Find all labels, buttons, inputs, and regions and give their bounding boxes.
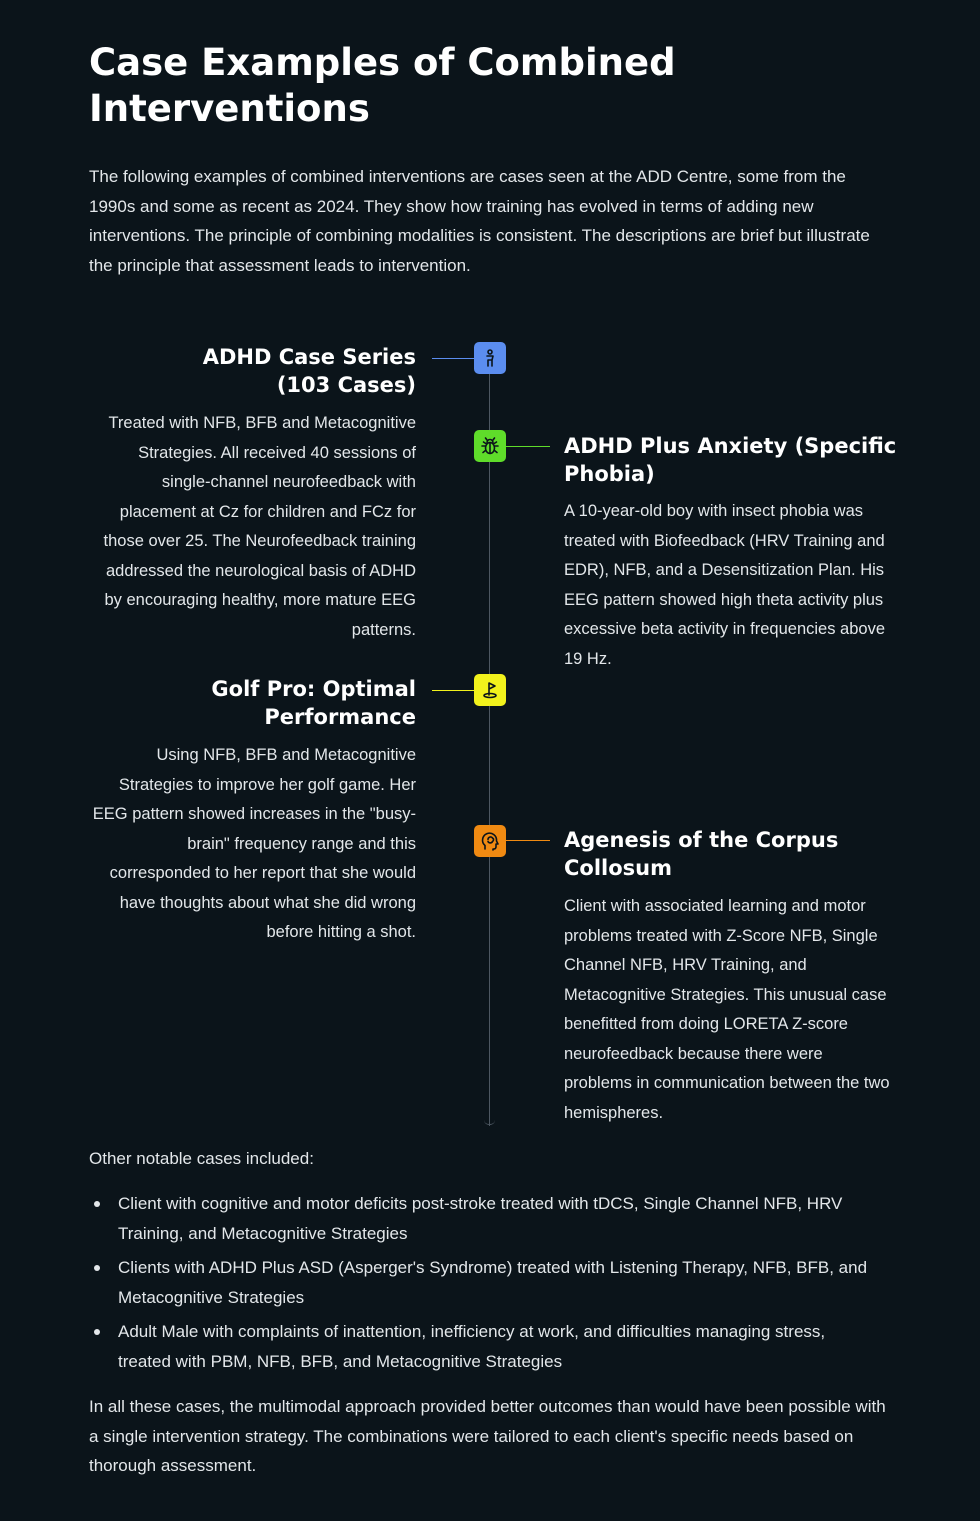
list-item-text: Adult Male with complaints of inattention, inefficiency at work, and difficulties managing stress, treated with PBM, NFB, BFB, and Metacognitive Strategies xyxy=(118,1322,826,1371)
list-item xyxy=(89,1189,879,1248)
case-title-corpus-collosum: Agenesis of the Corpus Collosum xyxy=(564,828,839,880)
bullet-icon xyxy=(94,1265,100,1271)
list-item xyxy=(89,1253,879,1312)
other-cases-list xyxy=(89,1189,879,1381)
case-body-adhd-anxiety: A 10-year-old boy with insect phobia was treated with Biofeedback (HRV Training and EDR), NFB, and a Desensitization Plan. His EEG pattern showed high theta activity plus excessive beta activity in frequencies above 19 Hz. xyxy=(564,502,886,668)
timeline-marker xyxy=(474,430,506,462)
timeline-connector xyxy=(432,358,474,359)
timeline-connector xyxy=(506,840,550,841)
timeline-line xyxy=(489,360,490,1126)
list-item xyxy=(89,1317,879,1376)
case-body-corpus-collosum: Client with associated learning and motor problems treated with Z-Score NFB, Single Channel NFB, HRV Training, and Metacognitive Strategies. This unusual case benefitted from doing LORETA Z-score neurofeedback because there were problems in communication between the two hemispheres. xyxy=(564,897,890,1122)
timeline-marker xyxy=(474,674,506,706)
closing-paragraph: In all these cases, the multimodal approach provided better outcomes than would have been possible with a single intervention strategy. The combinations were tailored to each client's specific needs based on thorough assessment. xyxy=(89,1397,886,1475)
timeline-end-cap xyxy=(484,1120,495,1125)
child-icon xyxy=(480,348,500,368)
other-cases-heading: Other notable cases included: xyxy=(89,1149,314,1168)
timeline-marker xyxy=(474,825,506,857)
golf-flag-icon xyxy=(480,680,500,700)
bullet-icon xyxy=(94,1329,100,1335)
case-title-adhd-anxiety: ADHD Plus Anxiety (Specific Phobia) xyxy=(564,434,897,486)
case-body-golf-pro: Using NFB, BFB and Metacognitive Strategies to improve her golf game. Her EEG pattern showed increases in the "busy-brain" frequency range and this corresponded to her report that she would have thoughts about what she did wrong before hitting a shot. xyxy=(92,746,416,941)
timeline-connector xyxy=(506,446,550,447)
list-item-text: Client with cognitive and motor deficits post-stroke treated with tDCS, Single Channel NFB, HRV Training, and Metacognitive Strategies xyxy=(118,1194,843,1243)
timeline-connector xyxy=(432,690,474,691)
intro-paragraph: The following examples of combined interventions are cases seen at the ADD Centre, some from the 1990s and some as recent as 2024. They show how training has evolved in terms of adding new interventions. The principle of combining modalities is consistent. The descriptions are brief but illustrate the principle that assessment leads to intervention. xyxy=(89,167,870,275)
case-body-adhd-series: Treated with NFB, BFB and Metacognitive Strategies. All received 40 sessions of single-channel neurofeedback with placement at Cz for children and FCz for those over 25. The Neurofeedback training addressed the neurological basis of ADHD by encouraging healthy, more mature EEG patterns. xyxy=(103,414,416,639)
timeline-marker xyxy=(474,342,506,374)
bullet-icon xyxy=(94,1201,100,1207)
case-title-adhd-series: ADHD Case Series (103 Cases) xyxy=(202,345,416,397)
bug-icon xyxy=(479,435,501,457)
list-item-text: Clients with ADHD Plus ASD (Asperger's Syndrome) treated with Listening Therapy, NFB, BFB, and Metacognitive Strategies xyxy=(118,1258,868,1307)
brain-head-icon xyxy=(479,830,501,852)
case-title-golf-pro: Golf Pro: Optimal Performance xyxy=(211,677,416,729)
page-title: Case Examples of Combined Interventions xyxy=(89,41,676,130)
